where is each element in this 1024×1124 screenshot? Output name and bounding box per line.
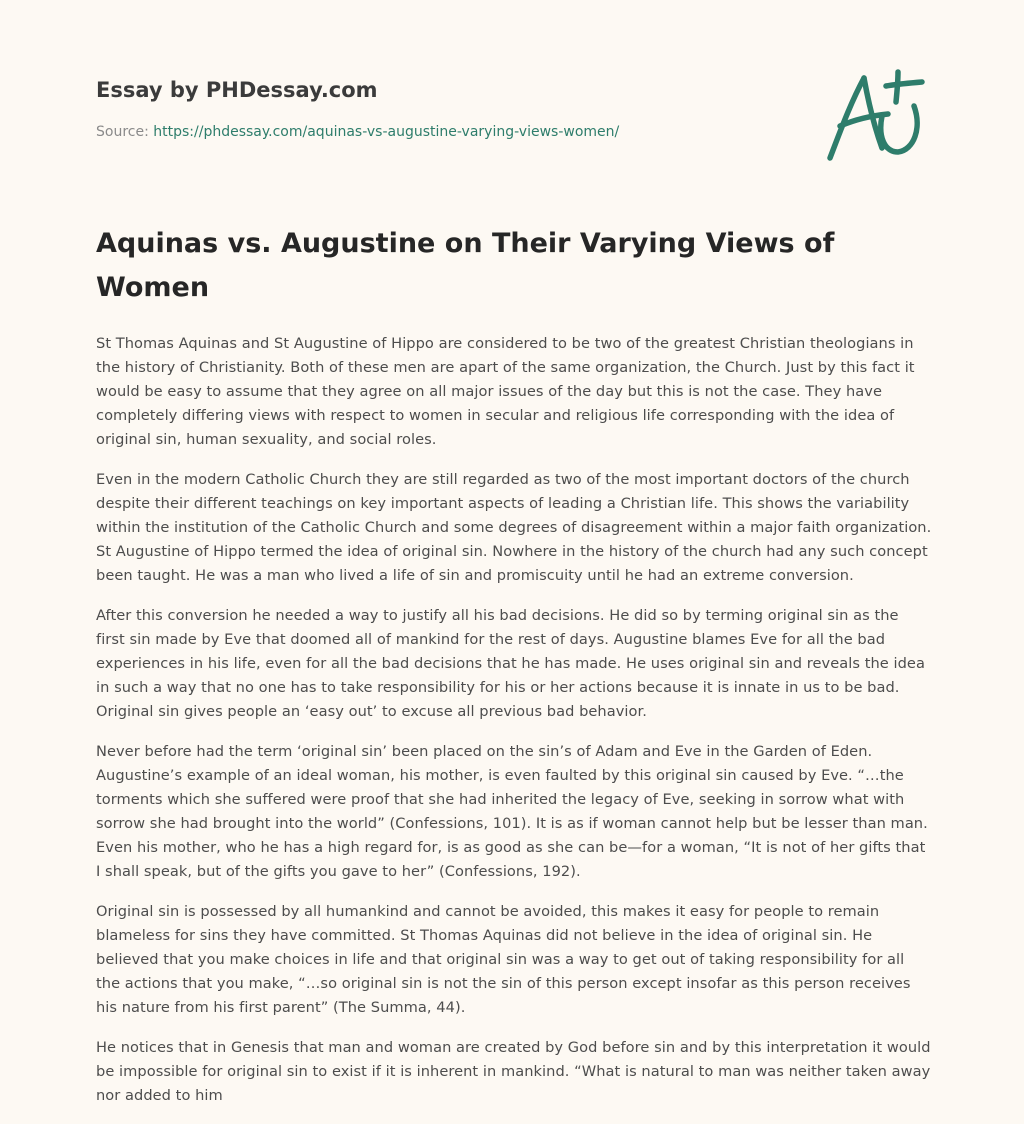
essay-paragraph: Never before had the term ‘original sin’ been placed on the sin’s of Adam and Eve in the Garden of Eden. Augustine’s example of an ideal woman, his mother, is even faulted by this original sin caused by Eve. “…the torments which she suffered were proof that she had inherited the legacy of Eve, seeking in sorrow what with sorrow she had brought into the world” (Confessions, 101). It is as if woman cannot help but be lesser than man. Even his mother, who he has a high regard for, is as good as she can be—for a woman, “It is not of her gifts that I shall speak, but of the gifts you gave to her” (Confessions, 192). <box>96 743 928 880</box>
essay-paragraph: He notices that in Genesis that man and woman are created by God before sin and by this interpretation it would be impossible for original sin to exist if it is inherent in mankind. “What is natural to man was neither taken away nor added to him <box>96 1039 931 1104</box>
page-header <box>96 74 736 142</box>
essay-paragraph: Original sin is possessed by all humankind and cannot be avoided, this makes it easy for people to remain blameless for sins they have committed. St Thomas Aquinas did not believe in the idea of original sin. He believed that you make choices in life and that original sin was a way to get out of taking responsibility for all the actions that you make, “…so original sin is not the sin of this person except insofar as this person receives his nature from his first parent” (The Summa, 44). <box>96 903 911 1016</box>
site-title: Essay by PHDessay.com <box>96 78 378 102</box>
source-line <box>96 122 736 142</box>
source-link[interactable]: https://phdessay.com/aquinas-vs-augustine-varying-views-women/ <box>153 124 620 140</box>
essay-title: Aquinas vs. Augustine on Their Varying Views of Women <box>96 228 835 303</box>
a-plus-logo-icon <box>818 64 930 166</box>
source-label: Source: <box>96 124 149 140</box>
essay-paragraph: Even in the modern Catholic Church they are still regarded as two of the most important doctors of the church despite their different teachings on key important aspects of leading a Christian life. This shows the variability within the institution of the Catholic Church and some degrees of disagreement within a major faith organization. St Augustine of Hippo termed the idea of original sin. Nowhere in the history of the church had any such concept been taught. He was a man who lived a life of sin and promiscuity until he had an extreme conversion. <box>96 471 932 584</box>
essay-content <box>96 222 932 1124</box>
essay-paragraph: After this conversion he needed a way to justify all his bad decisions. He did so by terming original sin as the first sin made by Eve that doomed all of mankind for the rest of days. Augustine blames Eve for all the bad experiences in his life, even for all the bad decisions that he has made. He uses original sin and reveals the idea in such a way that no one has to take responsibility for his or her actions because it is innate in us to be bad. Original sin gives people an ‘easy out’ to excuse all previous bad behavior. <box>96 607 925 720</box>
essay-paragraph: St Thomas Aquinas and St Augustine of Hippo are considered to be two of the greatest Christian theologians in the history of Christianity. Both of these men are apart of the same organization, the Church. Just by this fact it would be easy to assume that they agree on all major issues of the day but this is not the case. They have completely differing views with respect to women in secular and religious life corresponding with the idea of original sin, human sexuality, and social roles. <box>96 335 915 448</box>
